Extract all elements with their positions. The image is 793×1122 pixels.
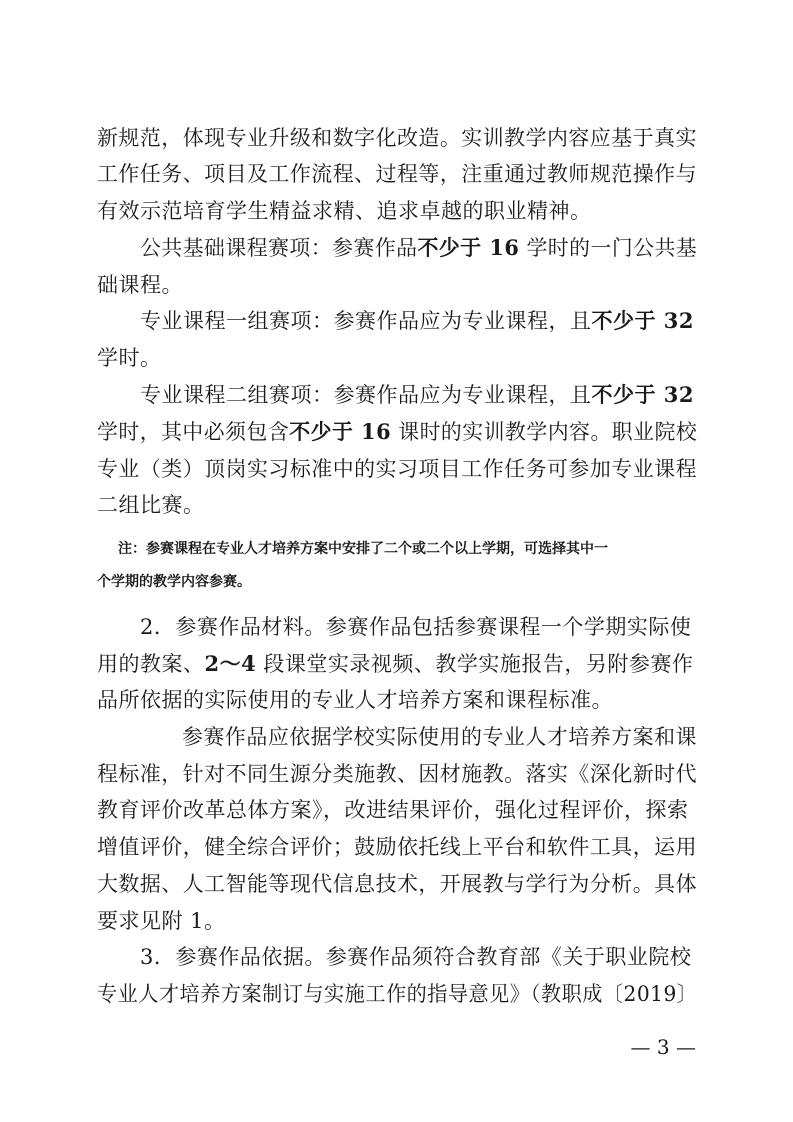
paragraph-line: 程标准，针对不同生源分类施教、因材施教。落实《深化新时代 — [97, 762, 698, 786]
note-line: 个学期的教学内容参赛。 — [97, 574, 251, 590]
paragraph-line: 品所依据的实际使用的专业人才培养方案和课程标准。 — [97, 688, 613, 712]
text-run: 专业课程一组赛项：参赛作品应为专业课程，且 — [140, 309, 592, 333]
paragraph-line: 础课程。 — [97, 273, 183, 297]
paragraph-line: 有效示范培育学生精益求精、追求卓越的职业精神。 — [97, 199, 592, 223]
text-run: 段课堂实录视频、教学实施报告，另附参赛作 — [256, 652, 694, 676]
text-run: 学时，其中必须包含 — [97, 420, 290, 444]
paragraph-line: 新规范，体现专业升级和数字化改造。实训教学内容应基于真实 — [97, 126, 698, 150]
paragraph-line: 要求见附 1。 — [97, 909, 226, 933]
paragraph-line — [97, 417, 697, 447]
bold-text: 2～4 — [204, 651, 257, 676]
text-run: 课时的实训教学内容。职业院校 — [391, 420, 698, 444]
paragraph-line — [97, 649, 693, 679]
paragraph-line — [140, 233, 697, 263]
text-run: 用的教案、 — [97, 652, 205, 676]
note-line: 注：参赛课程在专业人才培养方案中安排了二个或二个以上学期，可选择其中一 — [118, 541, 608, 557]
paragraph-line: 教育评价改革总体方案》，改进结果评价，强化过程评价，探索 — [97, 798, 689, 822]
paragraph-line: 工作任务、项目及工作流程、过程等，注重通过教师规范操作与 — [97, 162, 698, 186]
paragraph-line: 专业（类）顶岗实习标准中的实习项目工作任务可参加专业课程 — [97, 457, 698, 481]
paragraph-line — [140, 306, 694, 336]
bold-text: 不少于 32 — [591, 308, 695, 333]
paragraph-line — [140, 380, 694, 410]
paragraph-line: 增值评价，健全综合评价；鼓励依托线上平台和软件工具，运用 — [97, 835, 698, 859]
text-run: 公共基础课程赛项：参赛作品 — [140, 236, 418, 260]
bold-text: 不少于 16 — [289, 419, 392, 444]
paragraph-line: 参赛作品应依据学校实际使用的专业人才培养方案和课 — [182, 725, 698, 749]
paragraph-line: 大数据、人工智能等现代信息技术，开展教与学行为分析。具体 — [97, 872, 698, 896]
bold-text: 不少于 32 — [591, 382, 695, 407]
text-run: 学时的一门公共基 — [519, 236, 698, 260]
paragraph-line: 2．参赛作品材料。参赛作品包括参赛课程一个学期实际使 — [140, 615, 692, 639]
text-run: 专业课程二组赛项：参赛作品应为专业课程，且 — [140, 383, 592, 407]
paragraph-line: 专业人才培养方案制订与实施工作的指导意见》（教职成〔2019〕 — [97, 982, 698, 1006]
paragraph-line: 学时。 — [97, 346, 162, 370]
page-number: — 3 — — [630, 1035, 696, 1059]
paragraph-line: 二组比赛。 — [97, 493, 205, 517]
paragraph-line: 3．参赛作品依据。参赛作品须符合教育部《关于职业院校 — [140, 945, 692, 969]
bold-text: 不少于 16 — [417, 235, 520, 260]
